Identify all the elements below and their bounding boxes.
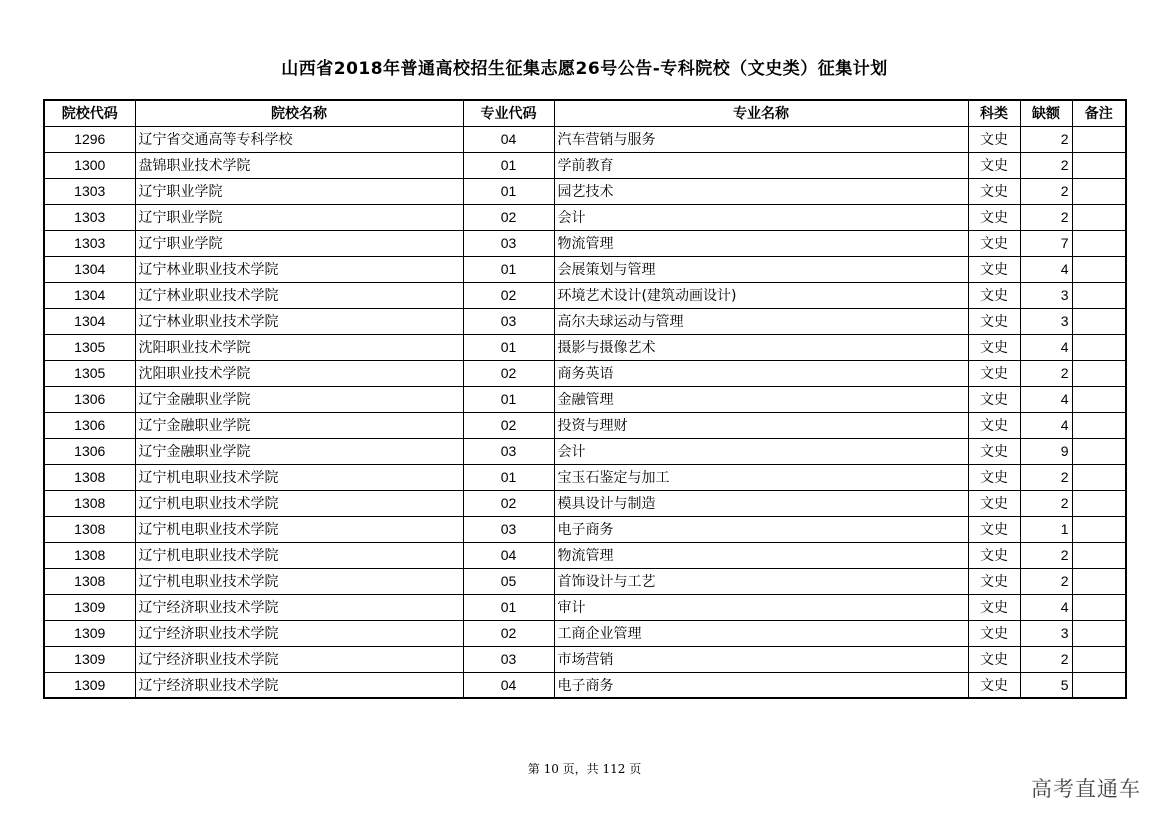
major-code-cell: 04: [463, 126, 554, 152]
major-code-cell: 01: [463, 256, 554, 282]
remark-cell: [1072, 256, 1126, 282]
school-name-cell: 辽宁经济职业技术学院: [135, 672, 463, 698]
major-code-cell: 02: [463, 620, 554, 646]
category-cell: 文史: [968, 386, 1020, 412]
table-row: [44, 672, 1126, 698]
school-code-cell: 1304: [44, 308, 135, 334]
remark-cell: [1072, 204, 1126, 230]
school-code-cell: 1300: [44, 152, 135, 178]
school-name-cell: 辽宁机电职业技术学院: [135, 542, 463, 568]
school-name-cell: 辽宁机电职业技术学院: [135, 464, 463, 490]
table-row: [44, 594, 1126, 620]
vacancy-cell: 2: [1020, 542, 1072, 568]
school-name-cell: 辽宁林业职业技术学院: [135, 282, 463, 308]
major-code-cell: 01: [463, 594, 554, 620]
category-cell: 文史: [968, 620, 1020, 646]
school-name-cell: 盘锦职业技术学院: [135, 152, 463, 178]
category-cell: 文史: [968, 256, 1020, 282]
major-code-cell: 03: [463, 516, 554, 542]
remark-cell: [1072, 178, 1126, 204]
school-code-cell: 1296: [44, 126, 135, 152]
category-cell: 文史: [968, 334, 1020, 360]
school-code-cell: 1309: [44, 620, 135, 646]
major-name-cell: 工商企业管理: [554, 620, 968, 646]
school-code-cell: 1309: [44, 646, 135, 672]
table-body: [44, 126, 1126, 698]
category-cell: 文史: [968, 412, 1020, 438]
school-name-cell: 辽宁机电职业技术学院: [135, 516, 463, 542]
enrollment-plan-table: [43, 99, 1127, 699]
school-name-cell: 辽宁林业职业技术学院: [135, 256, 463, 282]
school-name-cell: 辽宁林业职业技术学院: [135, 308, 463, 334]
table-row: [44, 464, 1126, 490]
school-code-cell: 1308: [44, 516, 135, 542]
major-name-cell: 投资与理财: [554, 412, 968, 438]
table-row: [44, 516, 1126, 542]
vacancy-cell: 2: [1020, 490, 1072, 516]
header-school-name: 院校名称: [135, 100, 463, 126]
major-code-cell: 04: [463, 542, 554, 568]
vacancy-cell: 2: [1020, 126, 1072, 152]
major-name-cell: 模具设计与制造: [554, 490, 968, 516]
major-name-cell: 摄影与摄像艺术: [554, 334, 968, 360]
vacancy-cell: 3: [1020, 282, 1072, 308]
vacancy-cell: 9: [1020, 438, 1072, 464]
table-header-row: [44, 100, 1126, 126]
vacancy-cell: 3: [1020, 620, 1072, 646]
major-name-cell: 宝玉石鉴定与加工: [554, 464, 968, 490]
major-name-cell: 汽车营销与服务: [554, 126, 968, 152]
major-code-cell: 03: [463, 308, 554, 334]
school-code-cell: 1303: [44, 178, 135, 204]
vacancy-cell: 4: [1020, 594, 1072, 620]
category-cell: 文史: [968, 360, 1020, 386]
major-code-cell: 02: [463, 282, 554, 308]
major-name-cell: 学前教育: [554, 152, 968, 178]
header-major-code: 专业代码: [463, 100, 554, 126]
remark-cell: [1072, 308, 1126, 334]
major-name-cell: 会展策划与管理: [554, 256, 968, 282]
header-major-name: 专业名称: [554, 100, 968, 126]
table-row: [44, 412, 1126, 438]
major-code-cell: 01: [463, 464, 554, 490]
remark-cell: [1072, 672, 1126, 698]
table-row: [44, 178, 1126, 204]
vacancy-cell: 2: [1020, 568, 1072, 594]
table-row: [44, 126, 1126, 152]
table-row: [44, 334, 1126, 360]
category-cell: 文史: [968, 230, 1020, 256]
major-code-cell: 01: [463, 386, 554, 412]
major-name-cell: 市场营销: [554, 646, 968, 672]
vacancy-cell: 2: [1020, 360, 1072, 386]
school-code-cell: 1303: [44, 230, 135, 256]
table-row: [44, 256, 1126, 282]
vacancy-cell: 3: [1020, 308, 1072, 334]
major-code-cell: 02: [463, 360, 554, 386]
vacancy-cell: 4: [1020, 412, 1072, 438]
major-code-cell: 01: [463, 152, 554, 178]
remark-cell: [1072, 568, 1126, 594]
header-vacancy: 缺额: [1020, 100, 1072, 126]
major-code-cell: 02: [463, 204, 554, 230]
vacancy-cell: 2: [1020, 204, 1072, 230]
table-row: [44, 308, 1126, 334]
major-code-cell: 04: [463, 672, 554, 698]
school-name-cell: 辽宁机电职业技术学院: [135, 568, 463, 594]
school-code-cell: 1308: [44, 542, 135, 568]
remark-cell: [1072, 646, 1126, 672]
school-name-cell: 辽宁职业学院: [135, 204, 463, 230]
vacancy-cell: 2: [1020, 646, 1072, 672]
category-cell: 文史: [968, 672, 1020, 698]
category-cell: 文史: [968, 152, 1020, 178]
remark-cell: [1072, 464, 1126, 490]
major-code-cell: 03: [463, 646, 554, 672]
table-row: [44, 360, 1126, 386]
header-remark: 备注: [1072, 100, 1126, 126]
major-code-cell: 03: [463, 230, 554, 256]
vacancy-cell: 2: [1020, 464, 1072, 490]
category-cell: 文史: [968, 282, 1020, 308]
major-name-cell: 高尔夫球运动与管理: [554, 308, 968, 334]
header-category: 科类: [968, 100, 1020, 126]
category-cell: 文史: [968, 646, 1020, 672]
remark-cell: [1072, 516, 1126, 542]
school-code-cell: 1308: [44, 490, 135, 516]
major-code-cell: 05: [463, 568, 554, 594]
vacancy-cell: 4: [1020, 256, 1072, 282]
table-row: [44, 646, 1126, 672]
table-row: [44, 490, 1126, 516]
school-code-cell: 1304: [44, 282, 135, 308]
remark-cell: [1072, 490, 1126, 516]
school-code-cell: 1309: [44, 672, 135, 698]
remark-cell: [1072, 230, 1126, 256]
major-name-cell: 环境艺术设计(建筑动画设计): [554, 282, 968, 308]
vacancy-cell: 7: [1020, 230, 1072, 256]
school-code-cell: 1306: [44, 386, 135, 412]
school-name-cell: 辽宁经济职业技术学院: [135, 594, 463, 620]
vacancy-cell: 5: [1020, 672, 1072, 698]
page-title: 山西省2018年普通高校招生征集志愿26号公告-专科院校（文史类）征集计划: [281, 59, 888, 79]
category-cell: 文史: [968, 126, 1020, 152]
table-row: [44, 568, 1126, 594]
table-row: [44, 386, 1126, 412]
school-code-cell: 1308: [44, 464, 135, 490]
category-cell: 文史: [968, 464, 1020, 490]
remark-cell: [1072, 438, 1126, 464]
remark-cell: [1072, 152, 1126, 178]
vacancy-cell: 4: [1020, 386, 1072, 412]
school-name-cell: 辽宁金融职业学院: [135, 386, 463, 412]
remark-cell: [1072, 620, 1126, 646]
school-name-cell: 沈阳职业技术学院: [135, 360, 463, 386]
category-cell: 文史: [968, 516, 1020, 542]
school-code-cell: 1306: [44, 412, 135, 438]
category-cell: 文史: [968, 490, 1020, 516]
remark-cell: [1072, 386, 1126, 412]
vacancy-cell: 2: [1020, 152, 1072, 178]
vacancy-cell: 4: [1020, 334, 1072, 360]
major-name-cell: 物流管理: [554, 542, 968, 568]
table-row: [44, 620, 1126, 646]
school-code-cell: 1306: [44, 438, 135, 464]
major-name-cell: 商务英语: [554, 360, 968, 386]
header-school-code: 院校代码: [44, 100, 135, 126]
major-name-cell: 电子商务: [554, 516, 968, 542]
table-row: [44, 230, 1126, 256]
category-cell: 文史: [968, 568, 1020, 594]
major-name-cell: 物流管理: [554, 230, 968, 256]
category-cell: 文史: [968, 204, 1020, 230]
school-code-cell: 1305: [44, 334, 135, 360]
school-code-cell: 1309: [44, 594, 135, 620]
school-name-cell: 辽宁省交通高等专科学校: [135, 126, 463, 152]
school-name-cell: 辽宁职业学院: [135, 230, 463, 256]
school-code-cell: 1304: [44, 256, 135, 282]
table-row: [44, 152, 1126, 178]
major-name-cell: 会计: [554, 204, 968, 230]
major-name-cell: 会计: [554, 438, 968, 464]
school-code-cell: 1305: [44, 360, 135, 386]
school-code-cell: 1303: [44, 204, 135, 230]
table-row: [44, 542, 1126, 568]
major-name-cell: 审计: [554, 594, 968, 620]
vacancy-cell: 1: [1020, 516, 1072, 542]
school-code-cell: 1308: [44, 568, 135, 594]
school-name-cell: 辽宁经济职业技术学院: [135, 620, 463, 646]
major-name-cell: 首饰设计与工艺: [554, 568, 968, 594]
watermark-logo-text: 高考直通车: [1031, 777, 1141, 801]
table-row: [44, 282, 1126, 308]
major-code-cell: 03: [463, 438, 554, 464]
table-row: [44, 204, 1126, 230]
school-name-cell: 辽宁机电职业技术学院: [135, 490, 463, 516]
remark-cell: [1072, 334, 1126, 360]
page-footer: 第 10 页，共 112 页: [527, 762, 642, 776]
major-name-cell: 电子商务: [554, 672, 968, 698]
category-cell: 文史: [968, 308, 1020, 334]
remark-cell: [1072, 282, 1126, 308]
school-name-cell: 辽宁金融职业学院: [135, 412, 463, 438]
category-cell: 文史: [968, 542, 1020, 568]
category-cell: 文史: [968, 178, 1020, 204]
remark-cell: [1072, 542, 1126, 568]
major-code-cell: 01: [463, 334, 554, 360]
school-name-cell: 辽宁职业学院: [135, 178, 463, 204]
category-cell: 文史: [968, 594, 1020, 620]
remark-cell: [1072, 126, 1126, 152]
category-cell: 文史: [968, 438, 1020, 464]
major-code-cell: 01: [463, 178, 554, 204]
remark-cell: [1072, 594, 1126, 620]
school-name-cell: 沈阳职业技术学院: [135, 334, 463, 360]
table-row: [44, 438, 1126, 464]
major-code-cell: 02: [463, 412, 554, 438]
remark-cell: [1072, 360, 1126, 386]
major-name-cell: 金融管理: [554, 386, 968, 412]
school-name-cell: 辽宁经济职业技术学院: [135, 646, 463, 672]
major-code-cell: 02: [463, 490, 554, 516]
remark-cell: [1072, 412, 1126, 438]
major-name-cell: 园艺技术: [554, 178, 968, 204]
school-name-cell: 辽宁金融职业学院: [135, 438, 463, 464]
vacancy-cell: 2: [1020, 178, 1072, 204]
